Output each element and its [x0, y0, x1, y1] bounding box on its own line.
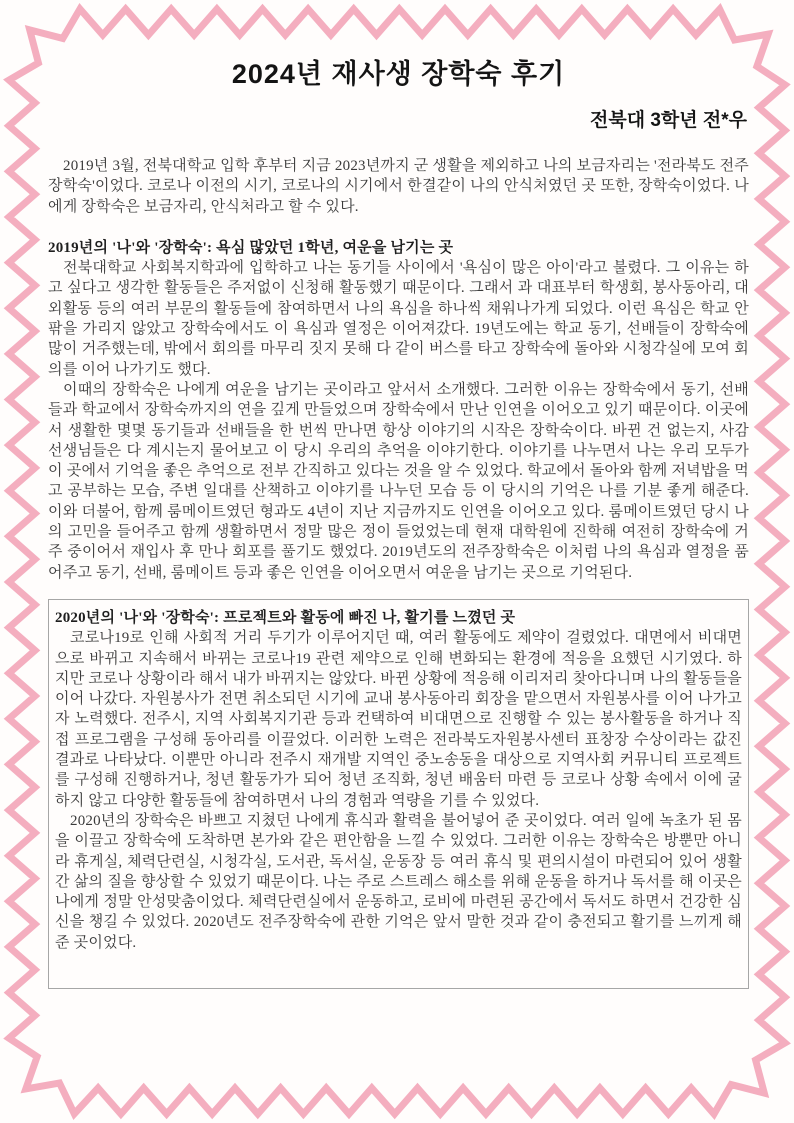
section-heading-2020: 2020년의 '나'와 '장학숙': 프로젝트와 활동에 빠진 나, 활기를 느꼈던 곳 — [55, 609, 516, 626]
intro-paragraph: 2019년 3월, 전북대학교 입학 후부터 지금 2023년까지 군 생활을 제외하고 나의 보금자리는 '전라북도 전주장학숙'이었다. 코로나 이전의 시기, 코로나의 시기에서 한결같이 나의 안식처였던 곳 또한, 장학숙이었다. 나에게 장학숙은 보금자리, 안식처라고 할 수 있다. — [48, 158, 749, 215]
document-title: 2024년 재사생 장학숙 후기 — [231, 59, 566, 89]
section-heading-2019: 2019년의 '나'와 '장학숙': 욕심 많았던 1학년, 여운을 남기는 곳 — [48, 239, 454, 256]
section-box-2020 — [48, 599, 749, 989]
document-page — [48, 52, 749, 989]
author-line: 전북대 3학년 전*우 — [590, 110, 747, 131]
section-2020-paragraph-2: 2020년의 장학숙은 바쁘고 지쳤던 나에게 휴식과 활력을 불어넣어 준 곳이었다. 여러 일에 녹초가 된 몸을 이끌고 장학숙에 도착하면 본가와 같은 편안함을 느낄 수 있었다. 그러한 이유는 장학숙은 방뿐만 아니라 휴게실, 체력단련실, 시청각실, 도서관, 독서실, 운동장 등 여러 휴식 및 편의시설이 마련되어 있어 생활 간 삶의 질을 향상할 수 있었기 때문이다. 나는 주로 스트레스 해소를 위해 운동을 하거나 독서를 해 이곳은 나에게 정말 안성맞춤이었다. 체력단련실에서 운동하고, 로비에 마련된 공간에서 독서도 하면서 건강한 심신을 챙길 수 있었다. 2020년도 전주장학숙에 관한 기억은 앞서 말한 것과 같이 충전되고 활기를 느끼게 해준 곳이었다. — [55, 812, 742, 951]
section-2019-paragraph-1: 전북대학교 사회복지학과에 입학하고 나는 동기들 사이에서 '욕심이 많은 아이'라고 불렸다. 그 이유는 하고 싶다고 생각한 활동들은 주저없이 신청해 활동했기 때문이다. 그래서 과 대표부터 학생회, 봉사동아리, 대외활동 등의 여러 부문의 활동들에 참여하면서 나의 욕심을 하나씩 채워나가게 되었다. 이런 욕심은 학교 안팎을 가리지 않았고 장학숙에서도 이 욕심과 열정은 이어져갔다. 19년도에는 학교 동기, 선배들이 장학숙에 많이 거주했는데, 밖에서 회의를 마무리 짓지 못해 다 같이 버스를 타고 장학숙에 돌아와 시청각실에 모여 회의를 이어 나가기도 했다. — [48, 260, 749, 378]
section-2019-paragraph-2: 이때의 장학숙은 나에게 여운을 남기는 곳이라고 앞서서 소개했다. 그러한 이유는 장학숙에서 동기, 선배들과 학교에서 장학숙까지의 연을 깊게 만들었으며 장학숙에서 만난 인연을 이어오고 있기 때문이다. 이곳에서 생활한 몇몇 동기들과 선배들을 한 번씩 만나면 항상 이야기의 시작은 장학숙이다. 바뀐 건 없는지, 사감 선생님들은 다 계시는지 물어보고 이 당시 우리의 추억을 이야기한다. 이야기를 나누면서 나는 우리 모두가 이 곳에서 기억을 좋은 추억으로 전부 간직하고 있다는 것을 알 수 있었다. 학교에서 돌아와 함께 저녁밥을 먹고 공부하는 모습, 주변 일대를 산책하고 이야기를 나누던 모습 등 이 당시의 기억은 나를 기분 좋게 해준다. 이와 더불어, 함께 룸메이트였던 형과도 4년이 지난 지금까지도 인연을 이어오고 있다. 룸메이트였던 당시 나의 고민을 들어주고 함께 생활하면서 정말 많은 정이 들었었는데 현재 대학원에 진학해 여전히 장학숙에 거주 중이어서 재입사 후 만나 회포를 풀기도 했었다. 2019년도의 전주장학숙은 이처럼 나의 욕심과 열정을 품어주고 동기, 선배, 룸메이트 등과 좋은 인연을 이어오면서 여운을 남기는 곳으로 기억된다. — [48, 381, 749, 581]
section-2020-paragraph-1: 코로나19로 인해 사회적 거리 두기가 이루어지던 때, 여러 활동에도 제약이 걸렸었다. 대면에서 비대면으로 바뀌고 지속해서 바뀌는 코로나19 관련 제약으로 인해 변화되는 환경에 적응을 요했던 시기였다. 하지만 코로나 상황이라 해서 내가 바뀌지는 않았다. 바뀐 상황에 적응해 이리저리 찾아다니며 나의 활동들을 이어 나갔다. 자원봉사가 전면 취소되던 시기에 교내 봉사동아리 회장을 맡으면서 자원봉사를 이어 나가고자 노력했다. 전주시, 지역 사회복지기관 등과 컨택하여 비대면으로 진행할 수 있는 봉사활동을 하거나 직접 프로그램을 구성해 동아리를 이끌었다. 이러한 노력은 전라북도자원봉사센터 표창장 수상이라는 값진 결과로 나타났다. 이뿐만 아니라 전주시 재개발 지역인 중노송동을 대상으로 지역사회 커뮤니티 프로젝트를 구성해 진행하거나, 청년 활동가가 되어 청년 조직화, 청년 배움터 마련 등 코로나 상황 속에서 이에 굴하지 않고 다양한 활동들에 참여하면서 나의 경험과 역량을 기를 수 있었다. — [55, 630, 742, 809]
